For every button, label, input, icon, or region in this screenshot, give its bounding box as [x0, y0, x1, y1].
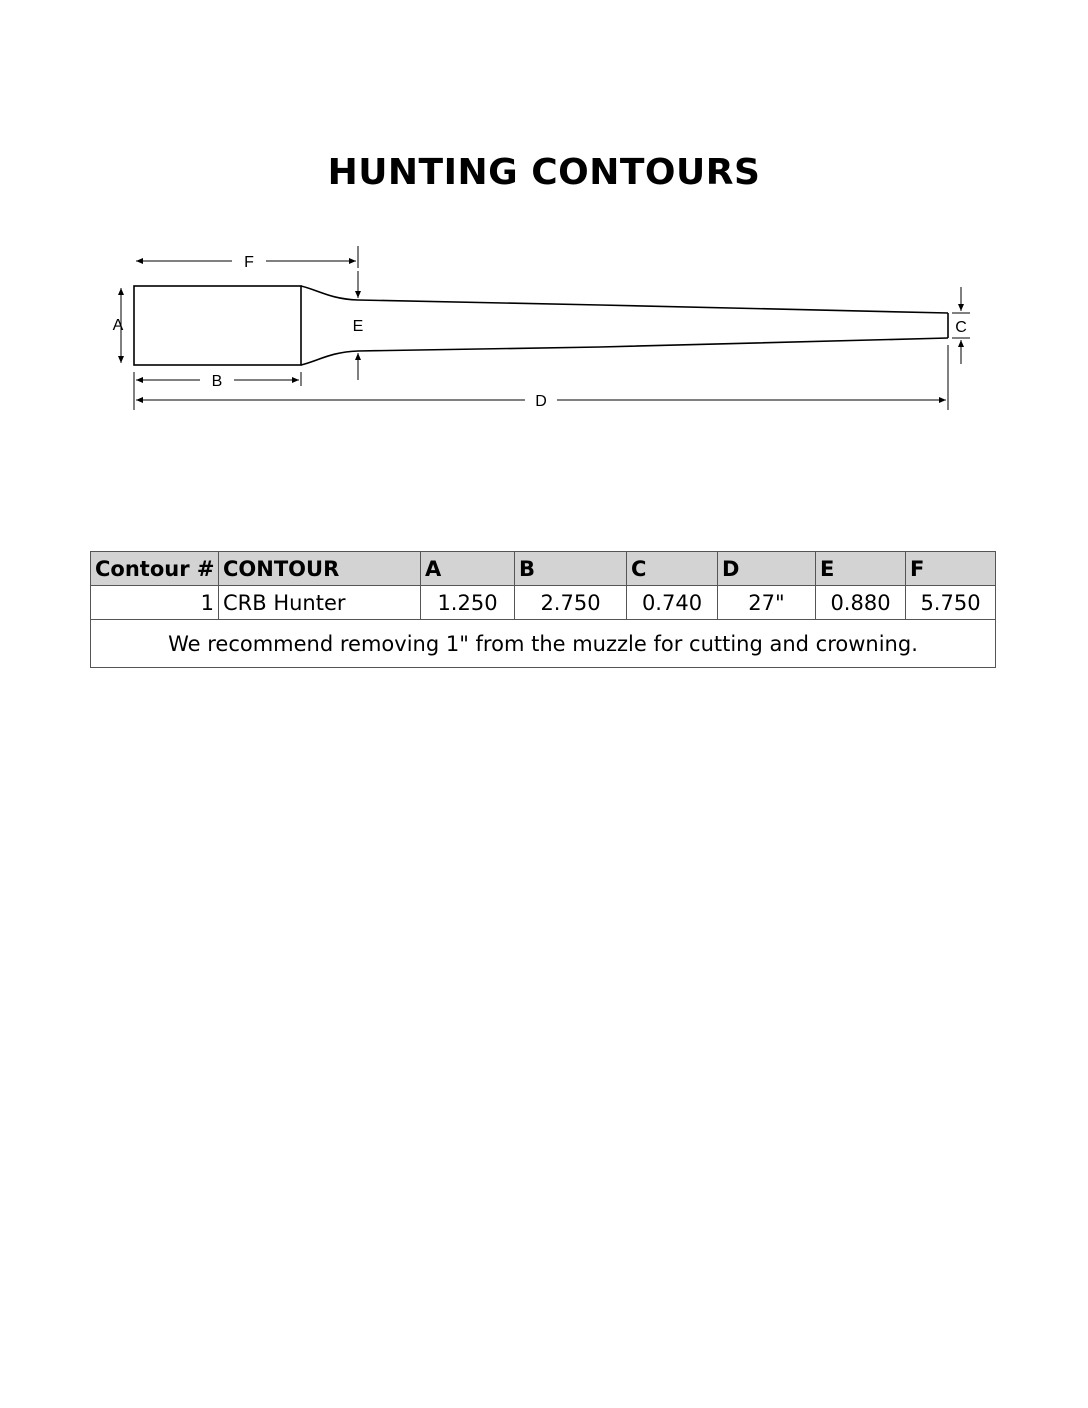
dimension-c-label: C: [955, 319, 967, 336]
header-e: E: [816, 552, 906, 586]
header-b: B: [515, 552, 627, 586]
dimension-b-label: B: [211, 373, 223, 390]
cell-contour-name: CRB Hunter: [219, 586, 421, 620]
cell-d: 27": [718, 586, 816, 620]
dimension-a-label: A: [112, 317, 124, 334]
dimension-d-label: D: [535, 393, 547, 410]
header-f: F: [906, 552, 996, 586]
cell-b: 2.750: [515, 586, 627, 620]
barrel-contour-diagram: [0, 230, 1088, 430]
header-d: D: [718, 552, 816, 586]
barrel-profile-bottom: [301, 338, 948, 365]
table-note-row: [91, 620, 996, 668]
barrel-profile-top: [301, 286, 948, 313]
header-contour-number: Contour #: [91, 552, 219, 586]
barrel-shank: [134, 286, 301, 365]
cell-c: 0.740: [627, 586, 718, 620]
header-a: A: [421, 552, 515, 586]
header-c: C: [627, 552, 718, 586]
page-title: HUNTING CONTOURS: [327, 152, 761, 193]
table-row: [91, 586, 996, 620]
contour-spec-table: [90, 551, 996, 668]
recommendation-note: We recommend removing 1" from the muzzle for cutting and crowning.: [91, 620, 996, 668]
table-header-row: [91, 552, 996, 586]
dimension-e-label: E: [352, 318, 364, 335]
barrel-outline: [134, 286, 948, 365]
cell-contour-number: 1: [91, 586, 219, 620]
cell-a: 1.250: [421, 586, 515, 620]
cell-f: 5.750: [906, 586, 996, 620]
dimension-f-label: F: [244, 254, 254, 271]
cell-e: 0.880: [816, 586, 906, 620]
extension-lines: [134, 246, 948, 410]
header-contour: CONTOUR: [219, 552, 421, 586]
